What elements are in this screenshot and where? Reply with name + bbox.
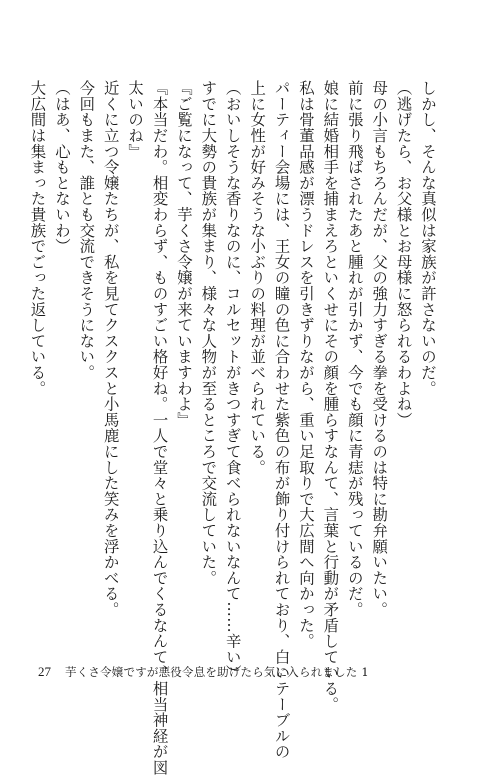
text-line-10: すでに大勢の貴族が集まり、様々な人物が至るところで交流していた。 <box>199 80 218 586</box>
text-line-5: 娘に結婚相手を捕まえろといくせにその顔を腫らすなんて、言葉と行動が矛盾している。 <box>321 80 340 712</box>
text-line-11: 『ご覧になって、芋くさ令嬢が来ていますわよ』 <box>174 80 193 428</box>
text-line-3: 母の小言もちろんだが、父の強力すぎる拳を受けるのは特に勘弁願いたい。 <box>370 80 389 618</box>
text-line-17: 大広間は集まった貴族でごった返している。 <box>28 80 47 396</box>
page-number: 27 <box>38 664 51 679</box>
text-line-15: 今回もまた、誰とも交流できそうにない。 <box>77 80 96 381</box>
text-line-14: 近くに立つ令嬢たちが、私を見てクスクスと小馬鹿にした笑みを浮かべる。 <box>101 80 120 618</box>
text-line-7: パーティー会場には、王女の瞳の色に合わせた紫色の布が飾り付けられており、白いテーブルの <box>272 80 291 760</box>
text-line-12: 『本当だわ。相変わらず、ものすごい格好ね。一人で堂々と乗り込んでくるなんて、相当神経が図 <box>150 80 169 775</box>
text-line-16: （はあ、心もとないわ） <box>52 80 71 254</box>
running-title: 芋くさ令嬢ですが悪役令息を助けたら気に入られました 1 <box>65 665 369 679</box>
text-line-6: 私は骨董品感が漂うドレスを引きずりながら、重い足取りで大広間へ向かった。 <box>296 80 315 649</box>
text-line-1: しかし、そんな真似は家族が許さないのだ。 <box>419 80 437 396</box>
page-footer <box>38 664 369 680</box>
text-line-2: （逃げたら、お父様とお母様に怒られるわよね） <box>394 80 413 428</box>
text-line-9: （おいしそうな香りなのに、コルセットがきつすぎて食べられないなんて……辛い） <box>223 80 242 681</box>
text-line-8: 上に女性が好みそうな小ぶりの料理が並べられている。 <box>248 80 267 475</box>
text-line-4: 前に張り飛ばされたあと腫れが引かず、今でも顔に青痣が残っているのだ。 <box>345 80 364 618</box>
text-line-13: 太いのね』 <box>126 80 145 159</box>
